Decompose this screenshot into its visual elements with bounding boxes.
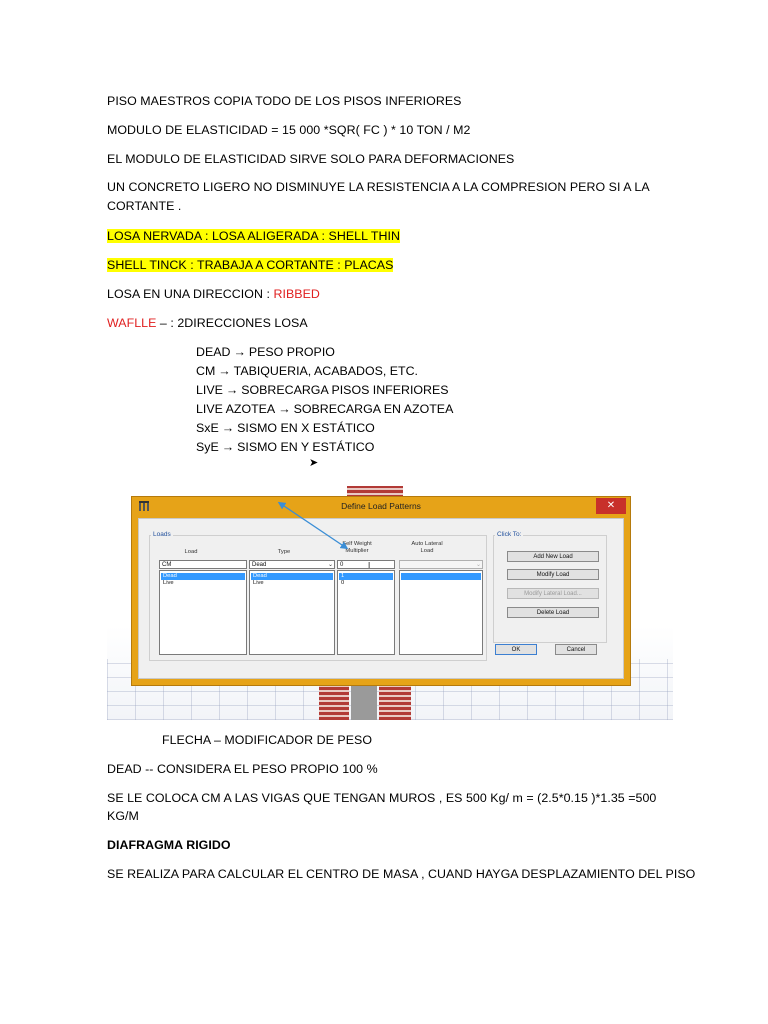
highlight: SHELL TINCK : TRABAJA A CORTANTE : PLACAS bbox=[107, 258, 394, 272]
load-list-item bbox=[196, 440, 374, 454]
highlight: LOSA NERVADA : LOSA ALIGERADA : SHELL THIN bbox=[107, 229, 400, 243]
load-type-value: Dead bbox=[252, 562, 267, 568]
text-line: MODULO DE ELASTICIDAD = 15 000 *SQR( FC ) * 10 TON / M2 bbox=[107, 123, 471, 137]
cancel-button[interactable]: Cancel bbox=[555, 644, 597, 655]
etabs-screenshot bbox=[107, 484, 673, 720]
text-line: KG/M bbox=[107, 809, 139, 823]
close-button[interactable]: ✕ bbox=[596, 498, 626, 514]
text-part: LOSA EN UNA DIRECCION : bbox=[107, 287, 274, 301]
list-row[interactable]: 0 bbox=[341, 580, 345, 586]
text-line: SE REALIZA PARA CALCULAR EL CENTRO DE MASA , CUAND HAYGA DESPLAZAMIENTO DEL PISO bbox=[107, 867, 696, 881]
text-line: CORTANTE . bbox=[107, 199, 182, 213]
text-line-highlighted bbox=[107, 258, 393, 272]
load-list-item bbox=[196, 364, 418, 378]
load-list-item bbox=[196, 402, 453, 416]
red-text: WAFLLE bbox=[107, 316, 157, 330]
load-description: SOBRECARGA EN AZOTEA bbox=[293, 402, 454, 416]
column-header-self-weight: Self Weight Multiplier bbox=[342, 541, 372, 554]
list-row[interactable]: 1 bbox=[339, 573, 393, 580]
multiplier-value: 0 bbox=[340, 562, 344, 568]
right-arrow-icon: → bbox=[218, 364, 231, 378]
dialog-title: Define Load Patterns bbox=[341, 501, 421, 511]
list-row[interactable]: Live bbox=[253, 580, 264, 586]
load-description: SOBRECARGA PISOS INFERIORES bbox=[241, 383, 449, 397]
text-line: DEAD -- CONSIDERA EL PESO PROPIO 100 % bbox=[107, 762, 378, 776]
load-name-value: CM bbox=[162, 562, 172, 568]
text-line: PISO MAESTROS COPIA TODO DE LOS PISOS INFERIORES bbox=[107, 94, 462, 108]
column-header-load: Load bbox=[184, 549, 198, 555]
load-term: LIVE bbox=[196, 383, 223, 397]
right-arrow-icon: → bbox=[221, 440, 235, 454]
text-line bbox=[107, 287, 320, 301]
load-description: SISMO EN X ESTÁTICO bbox=[237, 421, 375, 435]
load-description: PESO PROPIO bbox=[248, 345, 335, 359]
text-cursor-icon: I bbox=[368, 561, 371, 570]
right-arrow-icon: → bbox=[233, 345, 246, 359]
text-line: EL MODULO DE ELASTICIDAD SIRVE SOLO PARA DEFORMACIONES bbox=[107, 152, 515, 166]
text-line-highlighted bbox=[107, 229, 400, 243]
loads-group-label: Loads bbox=[153, 531, 171, 538]
text-line: UN CONCRETO LIGERO NO DISMINUYE LA RESISTENCIA A LA COMPRESION PERO SI A LA bbox=[107, 180, 650, 194]
load-description: SISMO EN Y ESTÁTICO bbox=[237, 440, 375, 454]
list-row[interactable]: Dead bbox=[161, 573, 245, 580]
right-arrow-icon: → bbox=[221, 421, 235, 435]
chevron-down-icon: ⌄ bbox=[475, 562, 481, 568]
right-arrow-icon: → bbox=[225, 383, 239, 397]
delete-load-button[interactable]: Delete Load bbox=[507, 607, 599, 618]
add-new-load-button[interactable]: Add New Load bbox=[507, 551, 599, 562]
ok-button[interactable]: OK bbox=[495, 644, 537, 655]
text-line: SE LE COLOCA CM A LAS VIGAS QUE TENGAN MUROS , ES 500 Kg/ m = (2.5*0.15 )*1.35 =500 bbox=[107, 791, 657, 805]
load-list-item bbox=[196, 383, 449, 397]
load-list-item bbox=[196, 421, 375, 435]
load-term: DEAD bbox=[196, 345, 231, 359]
bullet-arrow-icon: ➤ bbox=[309, 457, 319, 469]
modify-lateral-load-button[interactable]: Modify Lateral Load... bbox=[507, 588, 599, 599]
list-row[interactable]: Dead bbox=[251, 573, 333, 580]
load-description: TABIQUERIA, ACABADOS, ETC. bbox=[233, 364, 418, 378]
click-to-label: Click To: bbox=[497, 531, 522, 538]
column-header-type: Type bbox=[277, 549, 291, 555]
list-row[interactable]: Live bbox=[163, 580, 174, 586]
load-term: CM bbox=[196, 364, 216, 378]
load-term: LIVE AZOTEA bbox=[196, 402, 276, 416]
text-line: FLECHA – MODIFICADOR DE PESO bbox=[162, 733, 373, 747]
column-header-auto-lateral: Auto Lateral Load bbox=[411, 541, 443, 554]
chevron-down-icon: ⌄ bbox=[327, 562, 333, 568]
red-text: RIBBED bbox=[273, 287, 320, 301]
load-term: SyE bbox=[196, 440, 219, 454]
load-term: SxE bbox=[196, 421, 219, 435]
text-part: – : 2DIRECCIONES LOSA bbox=[156, 316, 308, 330]
text-line bbox=[107, 316, 308, 330]
right-arrow-icon: → bbox=[278, 402, 291, 416]
section-heading: DIAFRAGMA RIGIDO bbox=[107, 838, 231, 852]
load-list-item bbox=[196, 345, 335, 359]
annotation-arrow-icon bbox=[107, 484, 673, 720]
modify-load-button[interactable]: Modify Load bbox=[507, 569, 599, 580]
